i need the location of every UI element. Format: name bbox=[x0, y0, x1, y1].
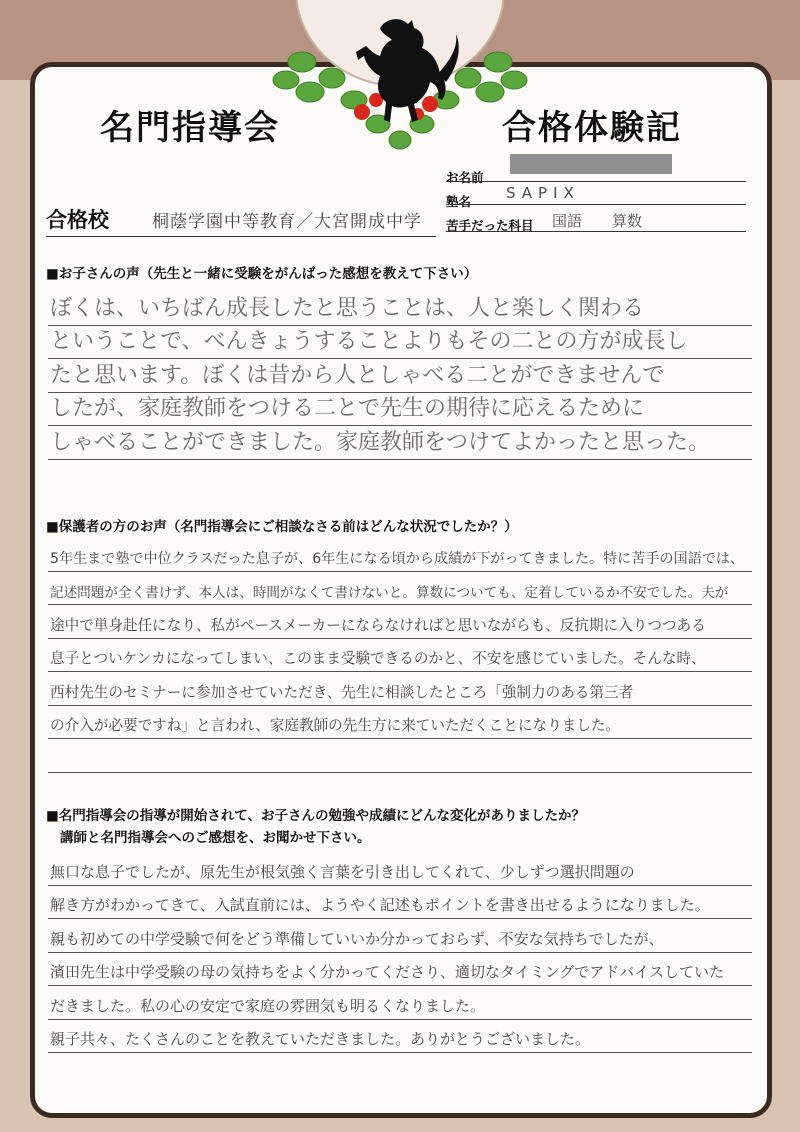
ruled-line: 解き方がわかってきて、入試直前には、ようやく記述もポイントを書き出せるようになりました。 bbox=[48, 886, 752, 920]
ruled-line: 息子とついケンカになってしまい、このまま受験できるのかと、不安を感じていました。そんな時、 bbox=[48, 639, 752, 673]
name-label: お名前 bbox=[446, 170, 484, 185]
juku-value: SAPIX bbox=[506, 184, 580, 202]
redacted-name bbox=[510, 154, 672, 174]
ruled-line: ぼくは、いちばん成長したと思うことは、人と楽しく関わる bbox=[48, 292, 752, 326]
weak-subject-line bbox=[446, 231, 746, 232]
juku-line bbox=[446, 204, 746, 205]
ruled-line: ということで、べんきょうすることよりもその二との方が成長し bbox=[48, 326, 752, 360]
ruled-line: 親子共々、たくさんのことを教えていただきました。ありがとうございました。 bbox=[48, 1020, 752, 1054]
juku-label: 塾名 bbox=[446, 194, 472, 209]
ruled-line bbox=[48, 739, 752, 773]
ruled-line: だきました。私の心の安定で家庭の雰囲気も明るくなりました。 bbox=[48, 986, 752, 1020]
weak-subject-value: 国語 算数 bbox=[552, 212, 643, 230]
ruled-line: の介入が必要ですね」と言われ、家庭教師の先生方に来ていただくことになりました。 bbox=[48, 706, 752, 740]
section3-lines bbox=[48, 852, 752, 1053]
ruled-line: 濱田先生は中学受験の母の気持ちをよく分かってくださり、適切なタイミングでアドバイスしていた bbox=[48, 953, 752, 987]
section2-lines bbox=[48, 538, 752, 773]
title-right: 合格体験記 bbox=[502, 108, 682, 148]
ruled-line: 西村先生のセミナーに参加させていただき、先生に相談したところ「強制力のある第三者 bbox=[48, 672, 752, 706]
ruled-line: 途中で単身赴任になり、私がペースメーカーにならなければと思いながらも、反抗期に入りつつある bbox=[48, 605, 752, 639]
ruled-line: 5年生まで塾で中位クラスだった息子が、6年生になる頃から成績が下がってきました。特に苦手の国語では、 bbox=[48, 538, 752, 572]
name-line bbox=[446, 181, 746, 182]
ruled-line: たと思います。ぼくは昔から人としゃべる二とができませんで bbox=[48, 359, 752, 393]
ruled-line: 無口な息子でしたが、原先生が根気強く言葉を引き出してくれて、少しずつ選択問題の bbox=[48, 852, 752, 886]
section2-heading: ■保護者の方のお声（名門指導会にご相談なさる前はどんな状況でしたか？） bbox=[46, 519, 518, 535]
passed-school-label: 合格校 bbox=[46, 208, 109, 232]
section1-heading: ■お子さんの声（先生と一緒に受験をがんばった感想を教えて下さい） bbox=[46, 266, 478, 282]
ruled-line: しゃべることができました。家庭教師をつけてよかったと思った。 bbox=[48, 426, 752, 460]
ruled-line: したが、家庭教師をつける二とで先生の期待に応えるために bbox=[48, 393, 752, 427]
section1-lines bbox=[48, 292, 752, 460]
ruled-line: 親も初めての中学受験で何をどう準備していいか分かっておらず、不安な気持ちでしたが、 bbox=[48, 919, 752, 953]
horse-emblem-logo bbox=[262, 0, 538, 160]
title-left: 名門指導会 bbox=[100, 108, 280, 148]
passed-school-line bbox=[46, 236, 436, 237]
weak-subject-label: 苦手だった科目 bbox=[446, 218, 534, 233]
section3-subheading: 講師と名門指導会へのご感想を、お聞かせ下さい。 bbox=[60, 830, 371, 846]
section3-heading: ■名門指導会の指導が開始されて、お子さんの勉強や成績にどんな変化がありましたか？ bbox=[46, 808, 585, 824]
passed-school-value: 桐蔭学園中等教育／大宮開成中学 bbox=[152, 212, 422, 232]
ruled-line: 記述問題が全く書けず、本人は、時間がなくて書けないと。算数についても、定着しているか不安でした。夫が bbox=[48, 572, 752, 606]
